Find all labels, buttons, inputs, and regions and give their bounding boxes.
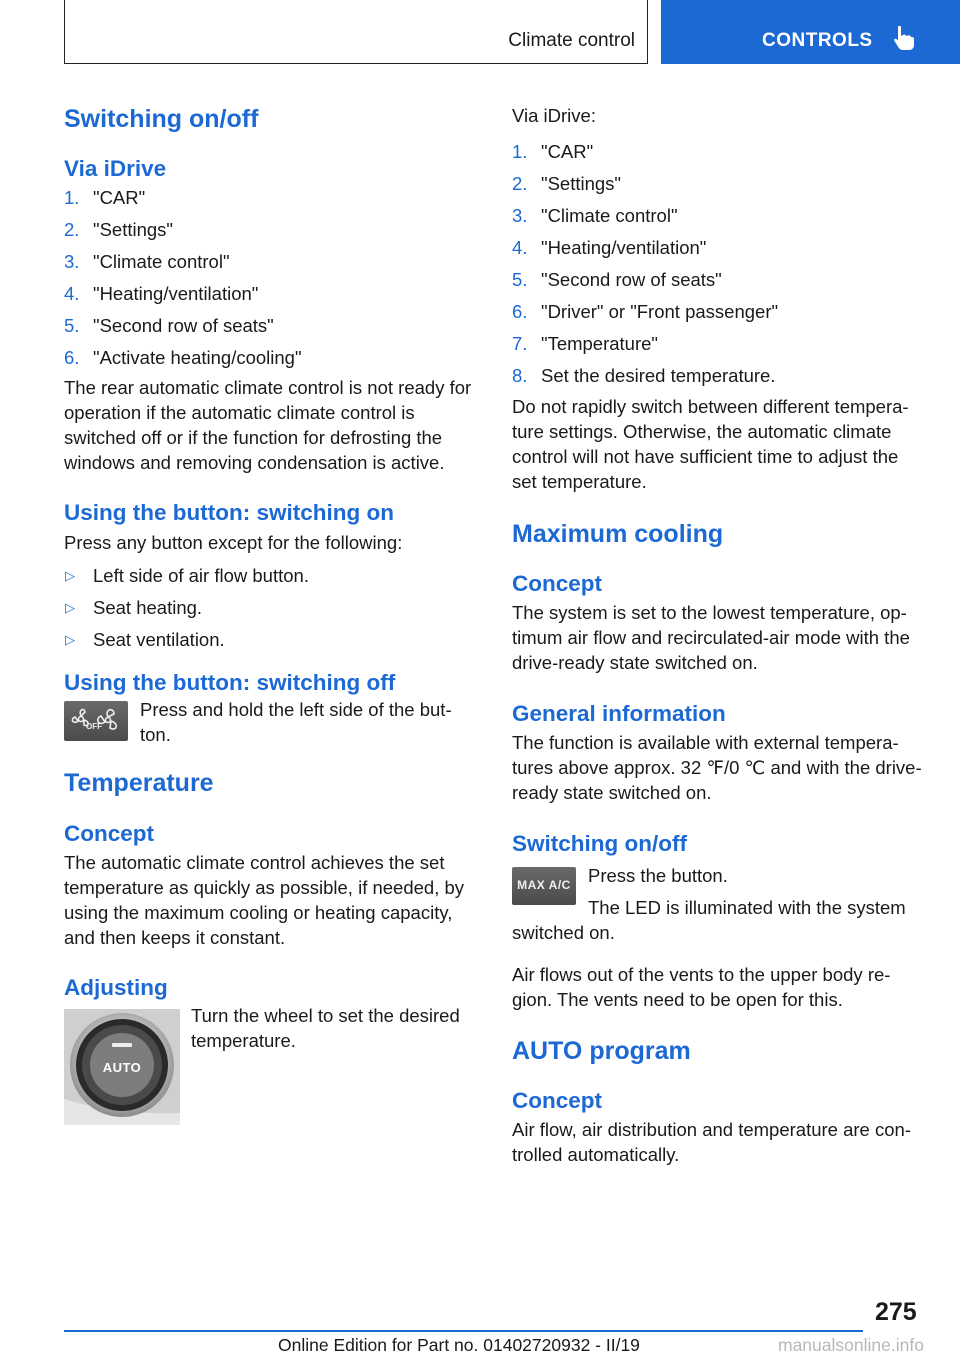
list-item: ▷ Seat ventilation. — [65, 629, 225, 650]
heading-button-switching-off: Using the button: switching off — [64, 670, 396, 695]
paragraph-led-text: The LED is illuminated with the system switched on. — [512, 897, 906, 943]
idrive-steps-list — [64, 185, 480, 370]
max-ac-button-icon — [512, 867, 576, 905]
paragraph-temperature-concept: The automatic climate control achieves the set temperature as quickly as possible, if needed, by using the maximum cooling or heating capacity, and then keeps it constant. — [64, 852, 465, 948]
paragraph-press-any: Press any button except for the following: — [64, 532, 403, 553]
paragraph-not-ready: The rear automatic climate control is not ready for operation if the automatic climate control is switched off or if the function for defrosting the windows and removing condensation is active. — [64, 377, 472, 473]
paragraph-turn-wheel: Turn the wheel to set the desired temperature. — [191, 1005, 460, 1051]
list-item: 8. Set the desired temperature. — [512, 365, 776, 386]
heading-button-switching-on: Using the button: switching on — [64, 500, 394, 525]
heading-adjusting: Adjusting — [64, 975, 168, 1000]
fan-off-button-icon — [64, 701, 128, 741]
fan-off-figure-row — [64, 697, 480, 749]
list-item: 7. "Temperature" — [512, 333, 658, 354]
paragraph-press-hold: Press and hold the left side of the but‐ ton. — [140, 699, 452, 745]
paragraph-auto-concept: Air flow, air distribution and temperature are con‐ trolled automatically. — [512, 1119, 911, 1165]
paragraph-max-cooling-concept: The system is set to the lowest temperature, op‐ timum air flow and recirculated-air mode with the drive-ready state switched on. — [512, 602, 910, 673]
list-item: 3. "Climate control" — [64, 251, 230, 272]
list-item: 1. "CAR" — [512, 141, 594, 162]
footer-edition: Online Edition for Part no. 01402720932 - II/19 — [278, 1335, 640, 1355]
list-item: 5. "Second row of seats" — [64, 315, 274, 336]
heading-temperature: Temperature — [64, 769, 214, 797]
paragraph-via-idrive: Via iDrive: — [512, 105, 596, 126]
heading-concept-auto: Concept — [512, 1088, 602, 1113]
heading-auto-program: AUTO program — [512, 1037, 691, 1065]
header-chapter-tab — [661, 0, 960, 64]
left-column — [64, 100, 480, 1127]
knob-figure-row — [64, 1003, 480, 1127]
exceptions-list — [64, 563, 480, 652]
auto-knob-image — [64, 1009, 180, 1125]
knob-auto-label: AUTO — [102, 1060, 142, 1075]
max-ac-figure-row — [512, 863, 928, 945]
pointing-hand-icon — [893, 25, 915, 56]
paragraph-general-information: The function is available with external tempera‐ tures above approx. 32 ℉/0 ℃ and with the drive-ready state switched on. — [512, 732, 922, 803]
heading-concept-max-cooling: Concept — [512, 571, 602, 596]
heading-via-idrive: Via iDrive — [64, 156, 167, 181]
list-item: 2. "Settings" — [64, 219, 173, 240]
max-ac-label: MAX A/C — [517, 878, 571, 892]
paragraph-press-button: Press the button. — [588, 865, 728, 886]
heading-concept-temperature: Concept — [64, 821, 154, 846]
list-item: 3. "Climate control" — [512, 205, 678, 226]
list-item: 6. "Driver" or "Front passenger" — [512, 301, 779, 322]
list-item: 1. "CAR" — [64, 187, 146, 208]
fan-off-icon-label: OFF — [86, 722, 102, 731]
page-number: 275 — [875, 1298, 917, 1326]
header-section-title: Climate control — [508, 30, 635, 51]
paragraph-rapid-switch: Do not rapidly switch between different tempera‐ ture settings. Otherwise, the automatic climate control will not have sufficient time to adjust the set temperature. — [512, 396, 909, 492]
list-item: 4. "Heating/ventilation" — [64, 283, 259, 304]
footer-watermark: manualsonline.info — [778, 1335, 924, 1355]
heading-maximum-cooling: Maximum cooling — [512, 520, 724, 548]
list-item: 6. "Activate heating/cooling" — [64, 347, 302, 368]
paragraph-air-flows: Air flows out of the vents to the upper body re‐ gion. The vents need to be open for this. — [512, 964, 891, 1010]
header-section-box — [64, 0, 648, 64]
heading-switching-on-off: Switching on/off — [64, 105, 259, 133]
heading-general-information: General information — [512, 701, 726, 726]
heading-switching-on-off-max: Switching on/off — [512, 831, 687, 856]
list-item: 4. "Heating/ventilation" — [512, 237, 707, 258]
header-chapter-title: CONTROLS — [762, 30, 873, 51]
temperature-steps-list — [512, 139, 928, 388]
list-item: 2. "Settings" — [512, 173, 621, 194]
list-item: ▷ Left side of air flow button. — [65, 565, 309, 586]
list-item: ▷ Seat heating. — [65, 597, 203, 618]
list-item: 5. "Second row of seats" — [512, 269, 722, 290]
right-column — [512, 100, 928, 1167]
footer-divider — [64, 1330, 863, 1332]
